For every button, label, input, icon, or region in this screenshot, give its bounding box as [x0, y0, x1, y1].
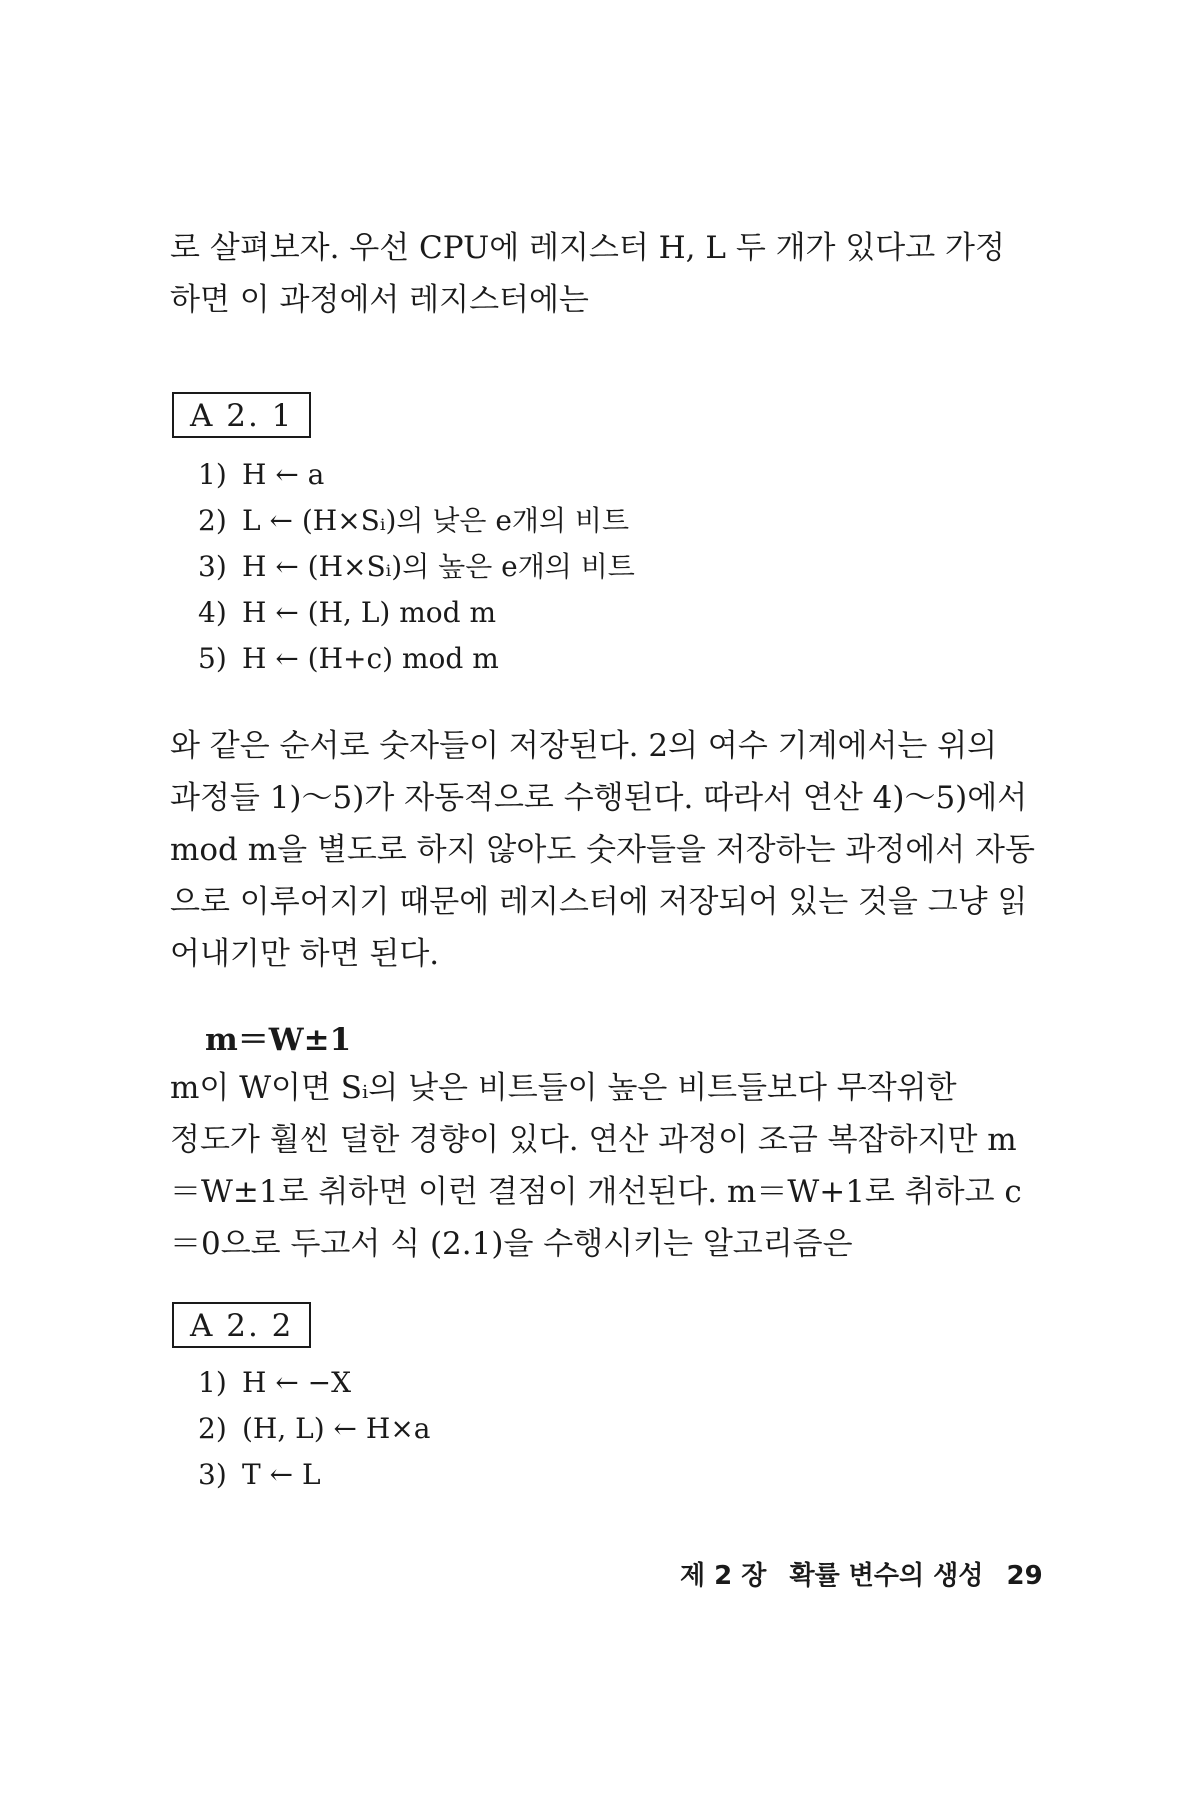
algorithm-step	[198, 1452, 431, 1498]
step-number: 2)	[198, 1412, 227, 1445]
algorithm-steps	[198, 1360, 431, 1498]
algorithm-step	[198, 1406, 431, 1452]
paragraph-intro	[170, 222, 1060, 326]
step-number: 3)	[198, 550, 227, 583]
step-text: H ← (H, L) mod m	[242, 596, 497, 629]
algorithm-step	[198, 544, 635, 590]
step-text: T ← L	[242, 1458, 321, 1491]
text-line: mod m을 별도로 하지 않아도 숫자들을 저장하는 과정에서 자동	[170, 832, 1035, 868]
algorithm-step	[198, 590, 635, 636]
step-text: (H, L) ← H×a	[242, 1412, 431, 1445]
step-text: H ← (H×Sᵢ)의 높은 e개의 비트	[242, 550, 635, 583]
running-footer	[680, 1555, 1057, 1592]
algorithm-label-box: A 2. 1	[172, 392, 311, 438]
chapter-title: 확률 변수의 생성	[789, 1561, 984, 1591]
step-number: 1)	[198, 458, 227, 491]
paragraph-section	[170, 1062, 1060, 1270]
text-line: ＝0으로 두고서 식 (2.1)을 수행시키는 알고리즘은	[170, 1226, 853, 1262]
text-line: 으로 이루어지기 때문에 레지스터에 저장되어 있는 것을 그냥 읽	[170, 884, 1028, 920]
text-line: 와 같은 순서로 숫자들이 저장된다. 2의 여수 기계에서는 위의	[170, 728, 998, 764]
step-number: 1)	[198, 1366, 227, 1399]
step-text: H ← −X	[242, 1366, 352, 1399]
algorithm-step	[198, 498, 635, 544]
step-number: 2)	[198, 504, 227, 537]
page-number: 29	[1006, 1561, 1043, 1591]
text-line: 하면 이 과정에서 레지스터에는	[170, 282, 589, 318]
algorithm-step	[198, 1360, 431, 1406]
text-line: 로 살펴보자. 우선 CPU에 레지스터 H, L 두 개가 있다고 가정	[170, 230, 1005, 266]
text-line: 어내기만 하면 된다.	[170, 936, 440, 972]
text-line: 정도가 훨씬 덜한 경향이 있다. 연산 과정이 조금 복잡하지만 m	[170, 1122, 1017, 1158]
algorithm-step	[198, 452, 635, 498]
step-number: 5)	[198, 642, 227, 675]
step-text: L ← (H×Sᵢ)의 낮은 e개의 비트	[242, 504, 630, 537]
chapter-label: 제 2 장	[680, 1561, 767, 1591]
algorithm-label-box: A 2. 2	[172, 1302, 311, 1348]
text-line: ＝W±1로 취하면 이런 결점이 개선된다. m＝W+1로 취하고 c	[170, 1174, 1022, 1210]
algorithm-steps	[198, 452, 635, 682]
paragraph-explanation	[170, 720, 1060, 980]
step-text: H ← a	[242, 458, 325, 491]
step-number: 3)	[198, 1458, 227, 1491]
step-number: 4)	[198, 596, 227, 629]
step-text: H ← (H+c) mod m	[242, 642, 499, 675]
section-heading: m＝W±1	[205, 1022, 352, 1058]
text-line: 과정들 1)～5)가 자동적으로 수행된다. 따라서 연산 4)～5)에서	[170, 780, 1028, 816]
text-line: m이 W이면 Sᵢ의 낮은 비트들이 높은 비트들보다 무작위한	[170, 1070, 957, 1106]
algorithm-step	[198, 636, 635, 682]
